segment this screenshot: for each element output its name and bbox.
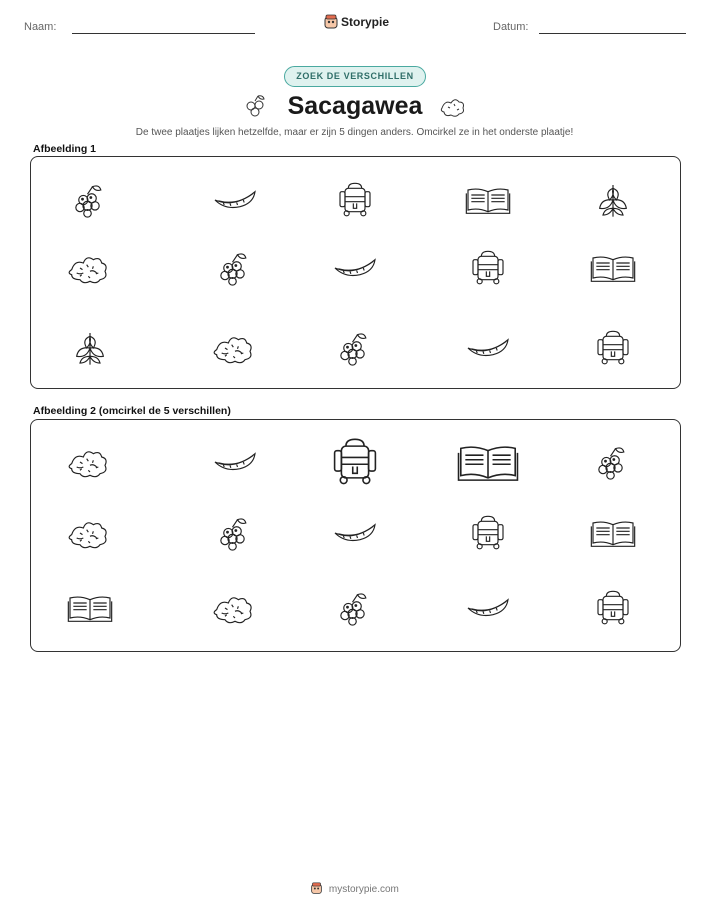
ginger-icon: [65, 247, 115, 289]
storypie-mascot-icon: [323, 14, 339, 30]
leaf-icon: [588, 179, 638, 221]
panel2-title: Afbeelding 2 (omcirkel de 5 verschillen): [33, 405, 231, 417]
ginger-icon[interactable]: [210, 587, 260, 629]
berries-icon[interactable]: [210, 512, 260, 554]
backpack-icon: [588, 327, 638, 369]
brand-name: Storypie: [341, 15, 390, 29]
berries-icon: [65, 179, 115, 221]
book-icon[interactable]: [588, 512, 638, 554]
berries-icon: [330, 327, 380, 369]
page-title: Sacagawea: [287, 92, 423, 120]
berries-icon[interactable]: [330, 587, 380, 629]
date-label: Datum:: [493, 21, 529, 33]
berries-icon[interactable]: [588, 441, 638, 483]
book-icon[interactable]: [65, 587, 115, 629]
canoe-icon[interactable]: [330, 512, 380, 554]
name-line[interactable]: [72, 33, 255, 34]
storypie-mascot-icon: [310, 882, 323, 895]
canoe-icon: [330, 247, 380, 289]
brand-logo: [323, 14, 413, 32]
canoe-icon[interactable]: [463, 587, 513, 629]
backpack-icon: [330, 179, 380, 221]
footer: [0, 882, 709, 895]
canoe-icon: [463, 327, 513, 369]
canoe-icon[interactable]: [210, 441, 260, 483]
berries-icon: [210, 247, 260, 289]
book-icon: [463, 179, 513, 221]
worksheet-type-badge: ZOEK DE VERSCHILLEN: [284, 66, 426, 87]
book-icon: [588, 247, 638, 289]
panel1-title: Afbeelding 1: [33, 143, 97, 155]
backpack-icon: [463, 247, 513, 289]
footer-url[interactable]: mystorypie.com: [328, 884, 399, 895]
ginger-icon: [210, 327, 260, 369]
book-icon[interactable]: [454, 434, 522, 490]
name-label: Naam:: [24, 21, 57, 33]
leaf-icon: [65, 327, 115, 369]
backpack-icon[interactable]: [588, 587, 638, 629]
ginger-icon[interactable]: [65, 512, 115, 554]
backpack-icon[interactable]: [463, 512, 513, 554]
instructions-text: De twee plaatjes lijken hetzelfde, maar er zijn 5 dingen anders. Omcirkel ze in het onderste plaatje!: [135, 127, 574, 138]
ginger-decoration-icon: [438, 92, 468, 120]
backpack-icon[interactable]: [321, 434, 389, 490]
canoe-icon: [210, 179, 260, 221]
date-line[interactable]: [539, 33, 686, 34]
ginger-icon[interactable]: [65, 441, 115, 483]
